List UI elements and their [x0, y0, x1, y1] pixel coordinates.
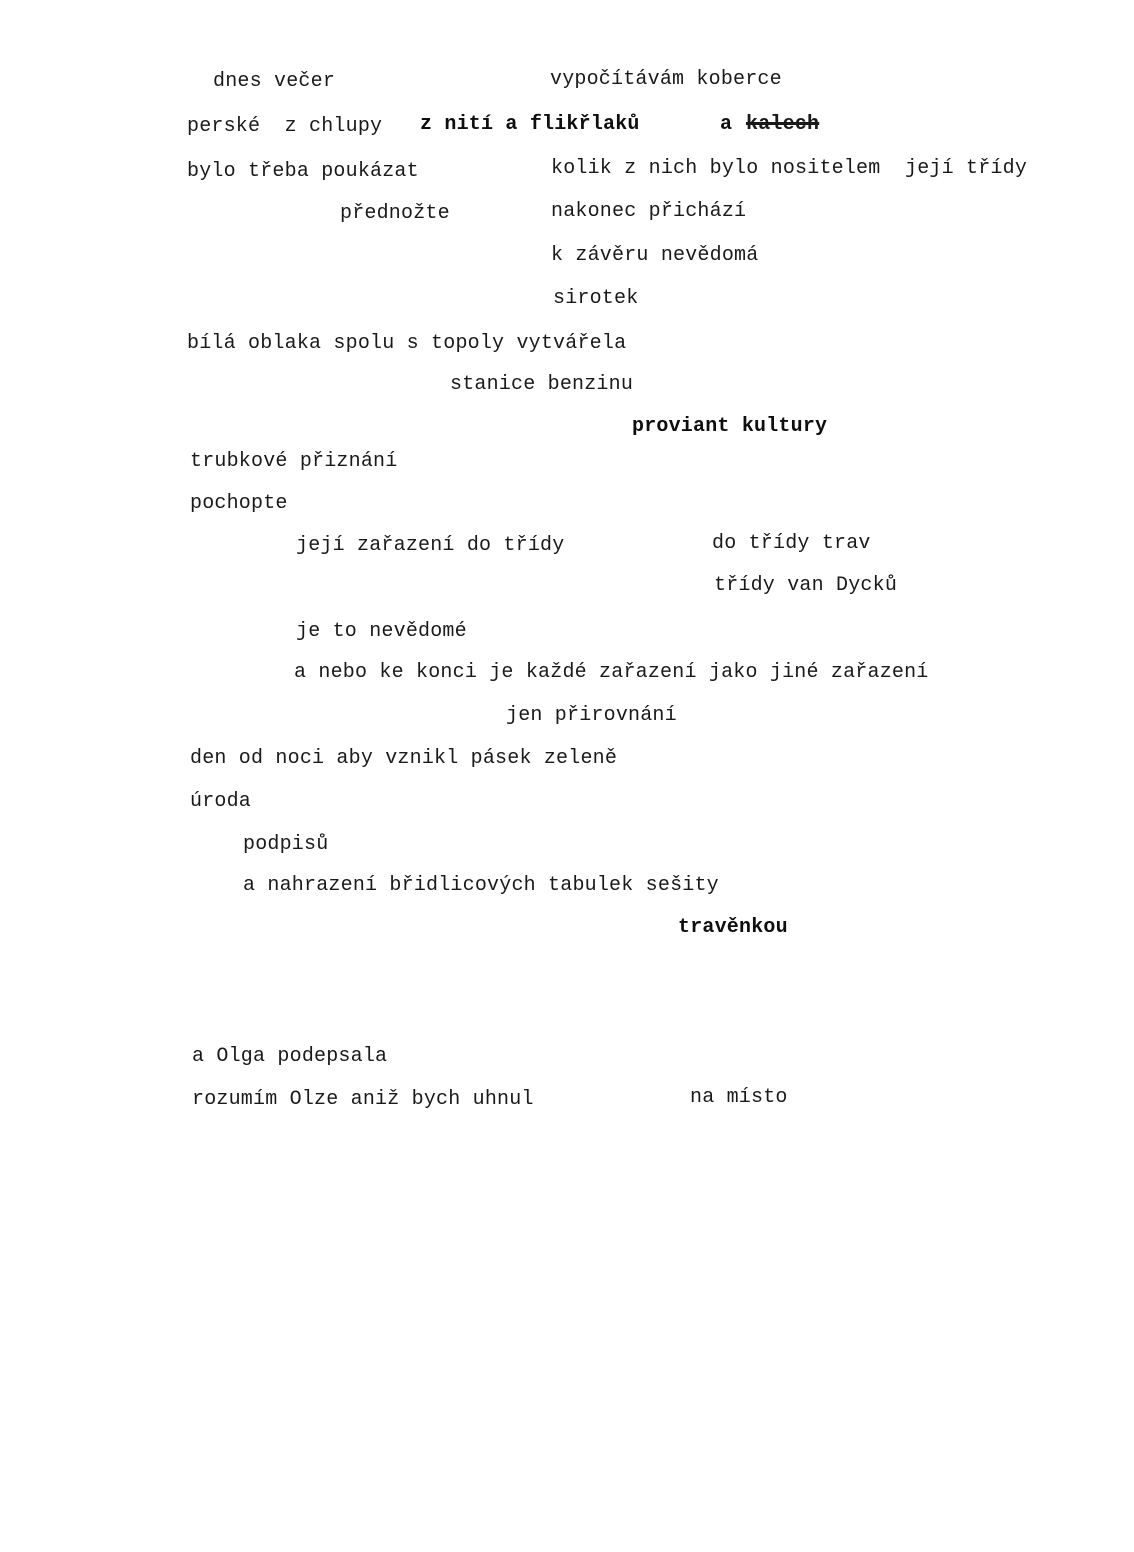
poem-line: její třídy [905, 157, 1028, 180]
poem-line: úroda [190, 790, 252, 813]
poem-line: je to nevědomé [296, 620, 467, 643]
poem-line: do třídy trav [712, 532, 871, 555]
poem-line: rozumím Olze aniž bych uhnul [192, 1088, 534, 1111]
poem-line: perské z chlupy [187, 115, 383, 138]
poem-line: třídy van Dycků [714, 574, 898, 597]
poem-line: a nebo ke konci je každé zařazení jako jiné zařazení [294, 661, 929, 684]
poem-line: k závěru nevědomá [551, 244, 759, 267]
poem-line: sirotek [553, 287, 639, 310]
poem-line: dnes večer [213, 70, 336, 93]
poem-line: z nití a flikřlaků [420, 113, 640, 136]
poem-line: a nahrazení břidlicových tabulek sešity [243, 874, 719, 897]
poem-line: podpisů [243, 833, 329, 856]
poem-line: a [720, 113, 733, 136]
poem-line: kolik z nich bylo nositelem [551, 157, 881, 180]
poem-line: vypočítávám koberce [550, 68, 782, 91]
struck-word: kalech [746, 113, 820, 136]
poem-line: jen přirovnání [506, 704, 677, 727]
poem-line: bylo třeba poukázat [187, 160, 419, 183]
poem-line: na místo [690, 1086, 788, 1109]
poem-line: přednožte [340, 202, 450, 225]
poem-line: bílá oblaka spolu s topoly vytvářela [187, 332, 627, 355]
poem-line: travěnkou [678, 916, 788, 939]
poem-line: její zařazení do třídy [296, 534, 565, 557]
poem-line: proviant kultury [632, 415, 828, 438]
poem-line: pochopte [190, 492, 288, 515]
poem-line: trubkové přiznání [190, 450, 398, 473]
poem-line: stanice benzinu [450, 373, 634, 396]
poem-line: nakonec přichází [551, 200, 747, 223]
poem-line: den od noci aby vznikl pásek zeleně [190, 747, 618, 770]
poem-line: a Olga podepsala [192, 1045, 388, 1068]
